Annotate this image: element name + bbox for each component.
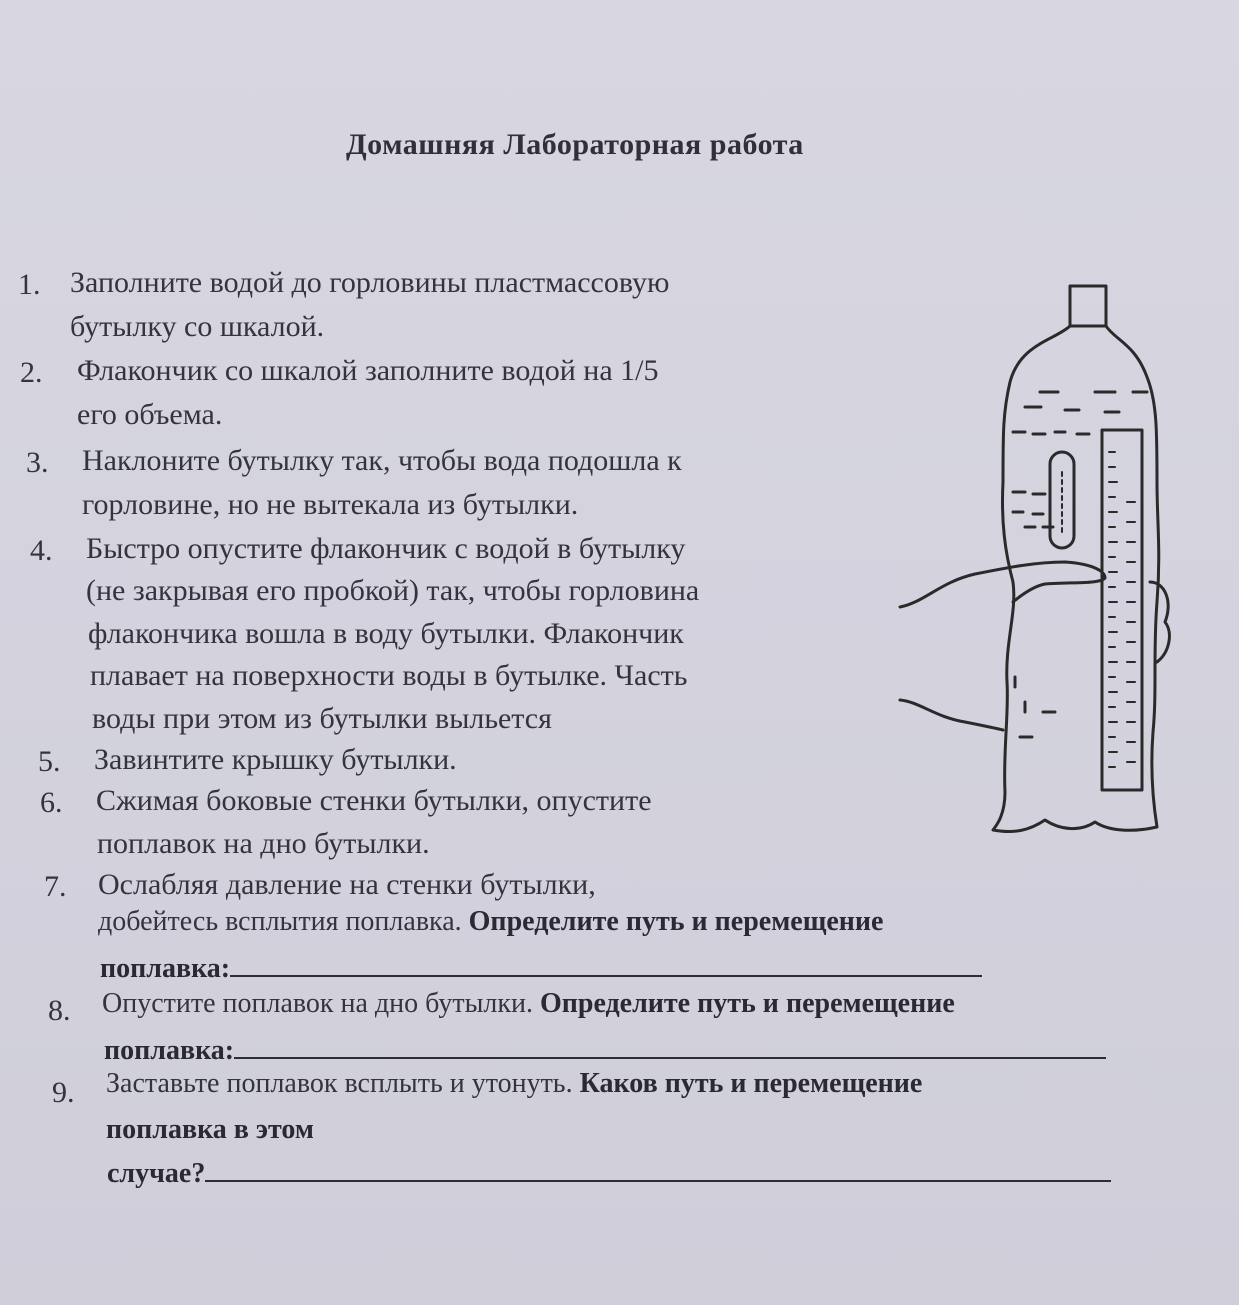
step-1-line-2: бутылку со шкалой. (70, 310, 325, 343)
step-1-line-1: Заполните водой до горловины пластмассовую (70, 266, 670, 299)
bottle-scale-strip (1102, 430, 1142, 790)
step-9-number: 9. (52, 1076, 75, 1109)
step-5-number: 5. (38, 745, 61, 778)
step-7-question: Определите путь и перемещение (468, 906, 884, 937)
step-6-number: 6. (40, 786, 63, 819)
step-2-number: 2. (20, 356, 43, 389)
step-9-line-3 (107, 1158, 1111, 1188)
step-7-number: 7. (44, 870, 67, 903)
step-8-question: Определите путь и перемещение (539, 988, 955, 1019)
step-7-line-3 (100, 953, 982, 983)
step-8-number: 8. (48, 994, 71, 1027)
step-9-line-2: поплавка в этом (106, 1114, 314, 1145)
step-5-line-1: Завинтите крышку бутылки. (94, 743, 457, 776)
step-4-number: 4. (30, 534, 53, 567)
step-3-line-1: Наклоните бутылку так, чтобы вода подошла к (82, 444, 682, 477)
step-9-line-1 (106, 1070, 922, 1098)
step-9-question: Каков путь и перемещение (579, 1068, 923, 1099)
step-6-line-1: Сжимая боковые стенки бутылки, опустите (96, 784, 652, 817)
step-2-line-1: Флакончик со шкалой заполните водой на 1/5 (77, 354, 659, 387)
step-7-line-1: Ослабляя давление на стенки бутылки, (98, 868, 596, 901)
scale-ticks (1109, 452, 1135, 767)
step-7-line-2 (98, 908, 883, 936)
page-title: Домашняя Лабораторная работа (346, 128, 804, 161)
step-4-line-4: плавает на поверхности воды в бутылке. Часть (90, 659, 688, 692)
step-9-line-1-text: Заставьте поплавок всплыть и утонуть. (106, 1068, 580, 1099)
step-4-line-3: флакончика вошла в воду бутылки. Флакончик (88, 617, 684, 650)
step-6-line-2: поплавок на дно бутылки. (97, 827, 430, 860)
step-4-line-5: воды при этом из бутылки выльется (92, 702, 552, 735)
step-7-answer-label: поплавка: (100, 953, 231, 984)
step-2-line-2: его объема. (77, 398, 223, 431)
step-8-answer-label: поплавка: (104, 1035, 235, 1066)
hand (900, 562, 1169, 730)
step-4-line-2: (не закрывая его пробкой) так, чтобы горловина (86, 574, 700, 607)
step-8-line-1 (102, 990, 955, 1018)
step-3-line-2: горловине, но не вытекала из бутылки. (82, 488, 579, 521)
step-8-line-1-text: Опустите поплавок на дно бутылки. (102, 988, 540, 1019)
bottle-illustration (895, 282, 1185, 842)
step-9-answer-blank[interactable] (205, 1158, 1111, 1182)
bottle-cap (1070, 286, 1106, 326)
step-4-line-1: Быстро опустите флакончик с водой в бутылку (86, 532, 686, 565)
step-7-line-2-text: добейтесь всплытия поплавка. (98, 906, 469, 937)
step-9-answer-label: случае? (107, 1158, 206, 1189)
bottle-outline (993, 326, 1159, 832)
step-8-answer-blank[interactable] (234, 1035, 1106, 1059)
step-7-answer-blank[interactable] (230, 953, 982, 977)
step-1-number: 1. (18, 268, 41, 301)
step-8-line-2 (104, 1035, 1106, 1065)
step-3-number: 3. (26, 446, 49, 479)
